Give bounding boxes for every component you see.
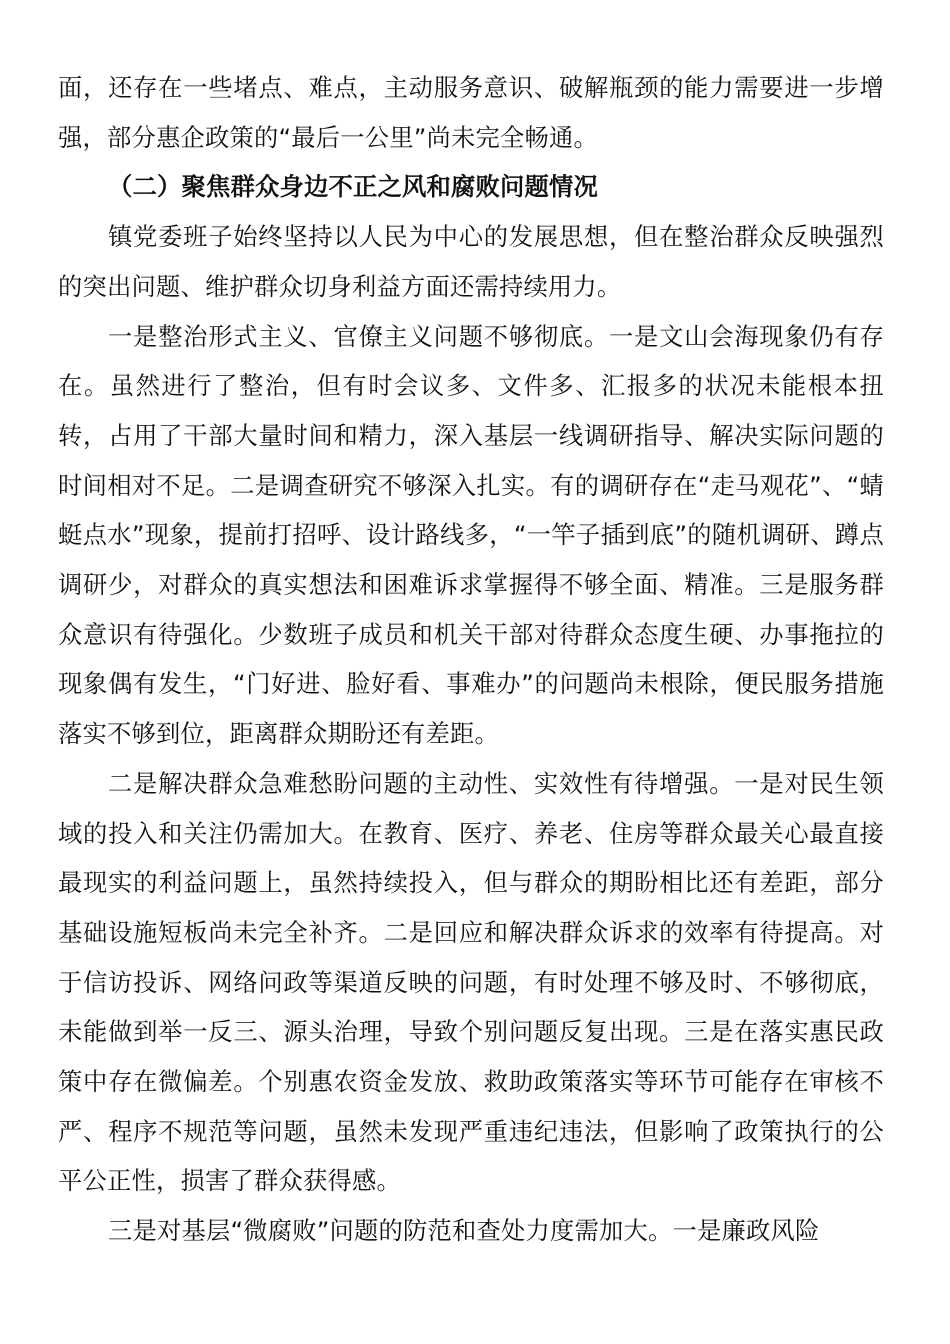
paragraph-urgent-needs: 二是解决群众急难愁盼问题的主动性、实效性有待增强。一是对民生领域的投入和关注仍需加大。在教育、医疗、养老、住房等群众最关心最直接最现实的利益问题上，虽然持续投入，但与群众的期盼相比还有差距，部分基础设施短板尚未完全补齐。二是回应和解决群众诉求的效率有待提高。对于信访投诉、网络问政等渠道反映的问题，有时处理不够及时、不够彻底，未能做到举一反三、源头治理，导致个别问题反复出现。三是在落实惠民政策中存在微偏差。个别惠农资金发放、救助政策落实等环节可能存在审核不严、程序不规范等问题，虽然未发现严重违纪违法，但影响了政策执行的公平公正性，损害了群众获得感。 <box>58 768 884 1196</box>
section-heading: （二）聚焦群众身边不正之风和腐败问题情况 <box>108 172 598 202</box>
paragraph-intro: 镇党委班子始终坚持以人民为中心的发展思想，但在整治群众反映强烈的突出问题、维护群众切身利益方面还需持续用力。 <box>58 222 884 301</box>
paragraph-continuation: 面，还存在一些堵点、难点，主动服务意识、破解瓶颈的能力需要进一步增强，部分惠企政策的“最后一公里”尚未完全畅通。 <box>58 73 884 152</box>
paragraph-formalism: 一是整治形式主义、官僚主义问题不够彻底。一是文山会海现象仍有存在。虽然进行了整治，但有时会议多、文件多、汇报多的状况未能根本扭转，占用了干部大量时间和精力，深入基层一线调研指导、解决实际问题的时间相对不足。二是调查研究不够深入扎实。有的调研存在“走马观花”、“蜻蜓点水”现象，提前打招呼、设计路线多，“一竿子插到底”的随机调研、蹲点调研少，对群众的真实想法和困难诉求掌握得不够全面、精准。三是服务群众意识有待强化。少数班子成员和机关干部对待群众态度生硬、办事拖拉的现象偶有发生，“门好进、脸好看、事难办”的问题尚未根除，便民服务措施落实不够到位，距离群众期盼还有差距。 <box>58 321 884 749</box>
document-page <box>58 63 884 1256</box>
paragraph-micro-corruption: 三是对基层“微腐败”问题的防范和查处力度需加大。一是廉政风险 <box>108 1216 820 1246</box>
